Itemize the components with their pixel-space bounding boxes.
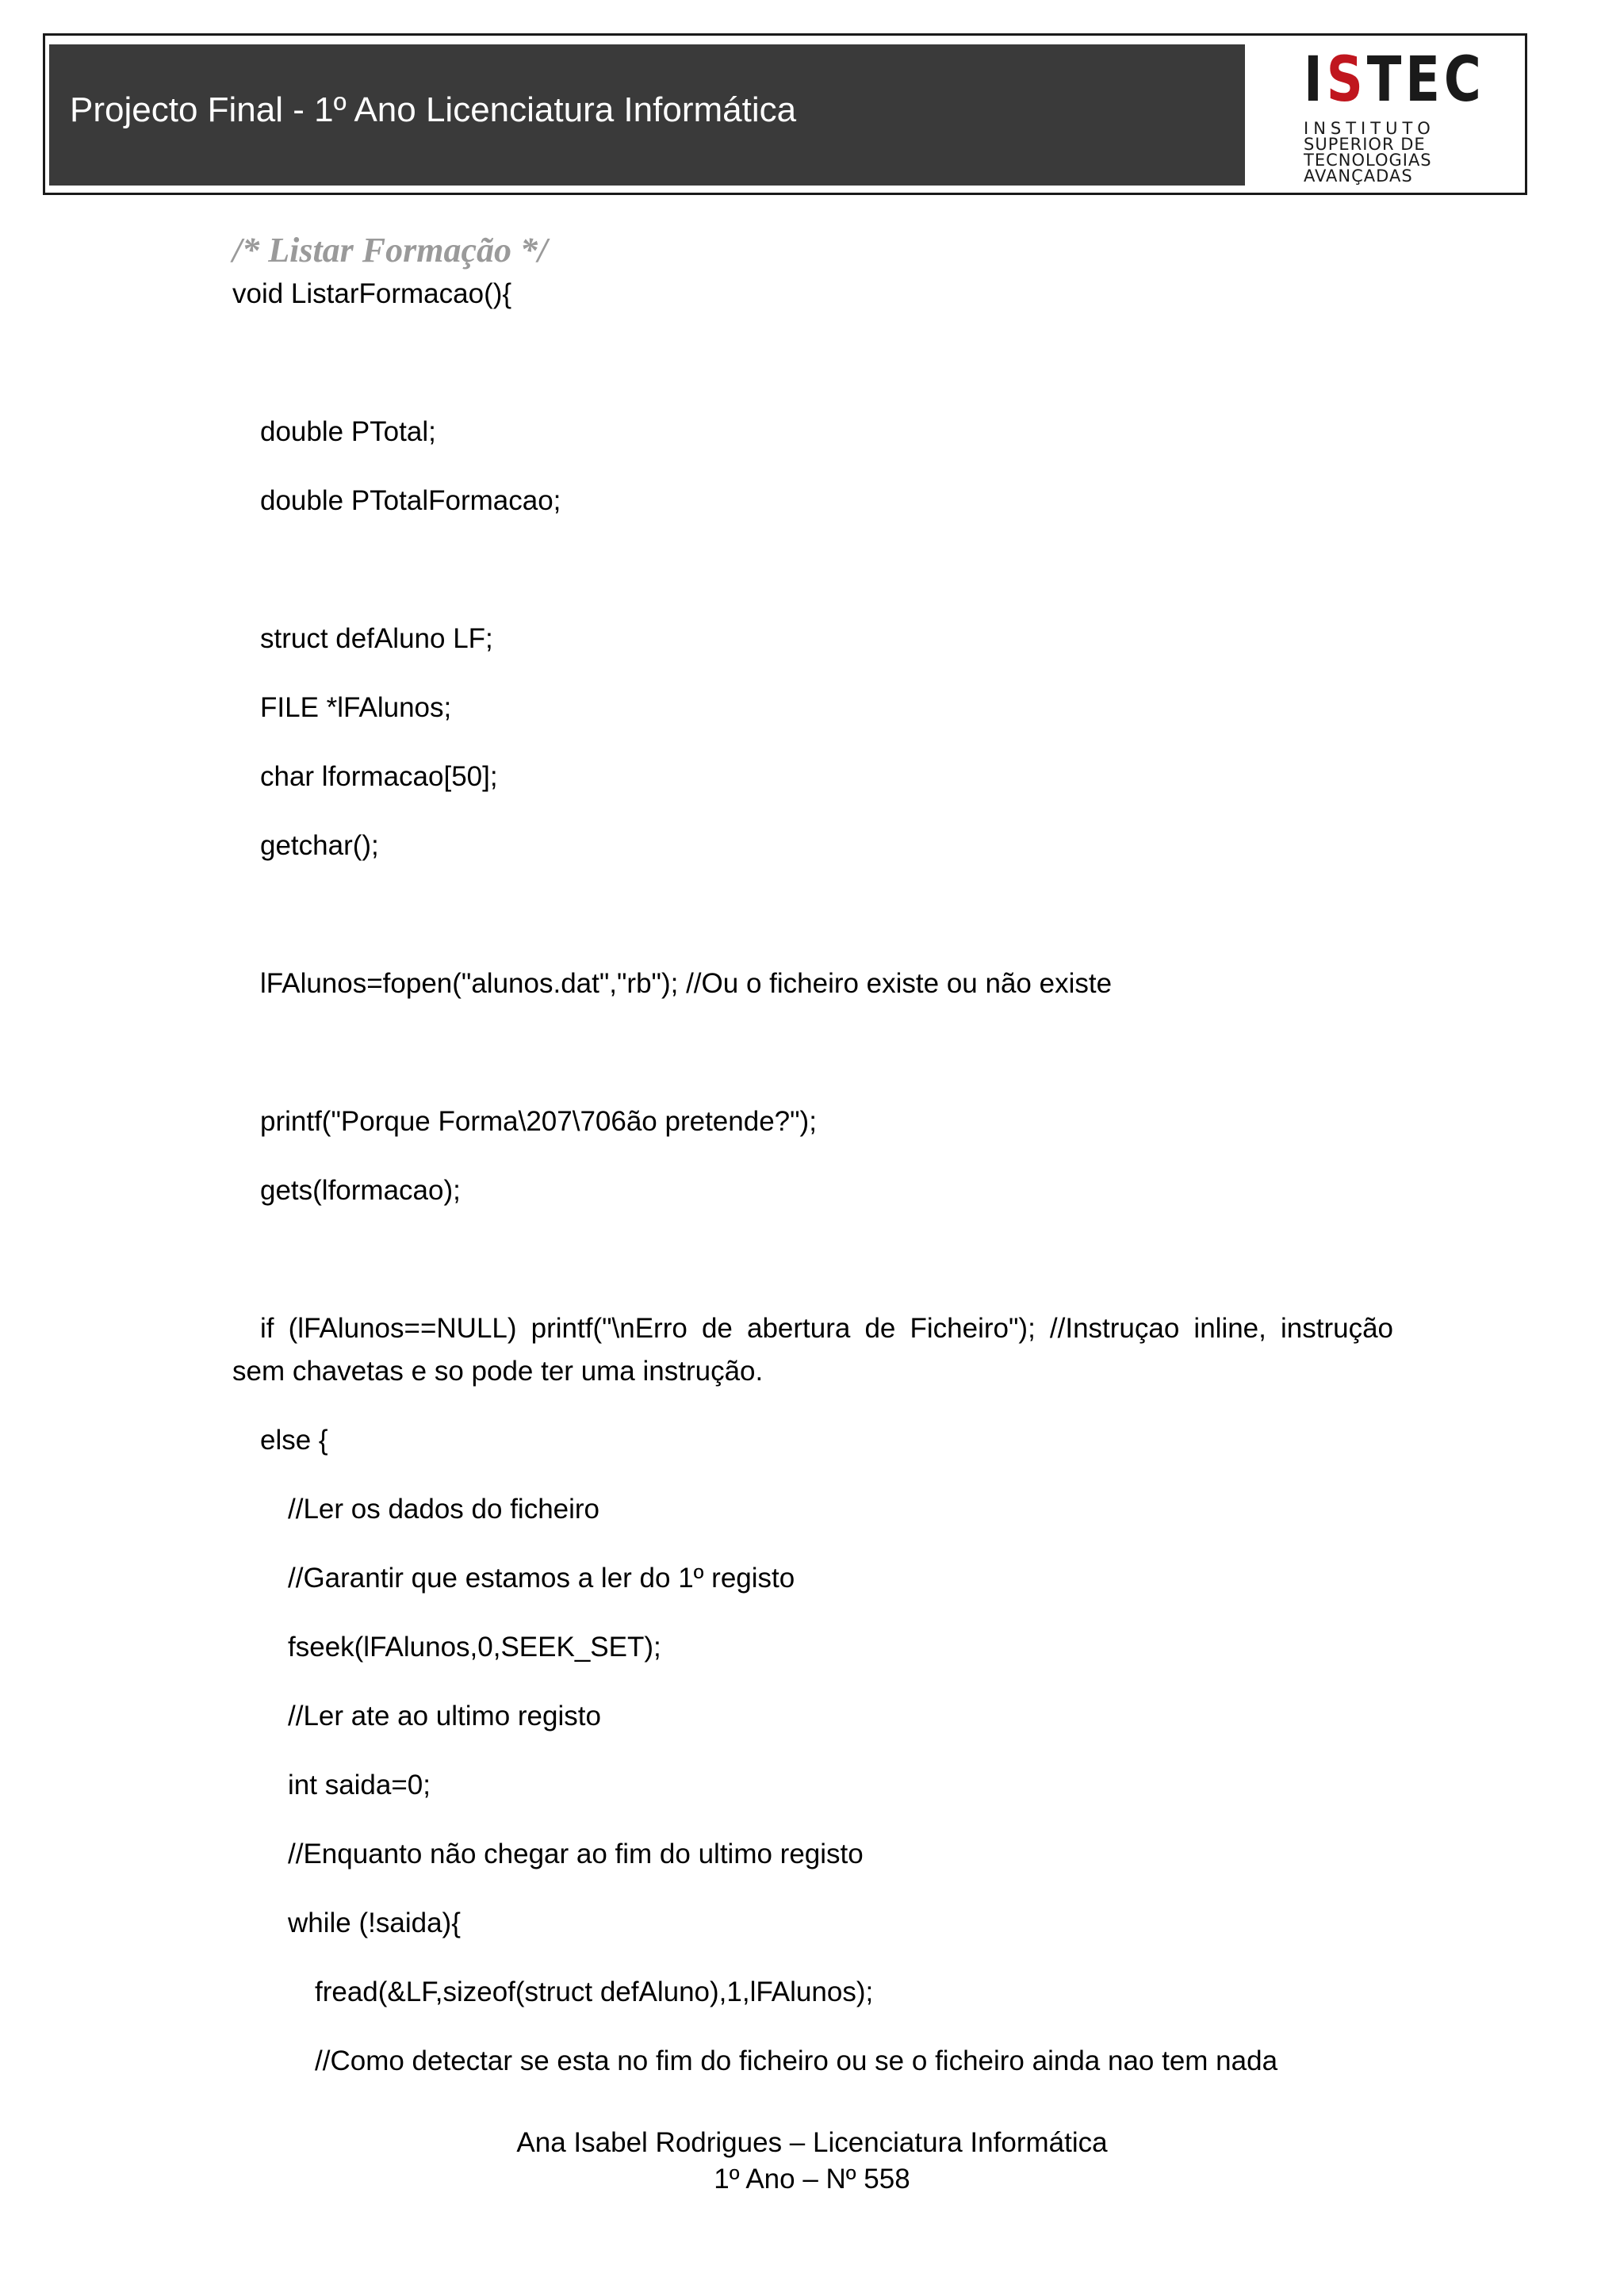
page-footer bbox=[0, 2125, 1624, 2198]
code-line: getchar(); bbox=[260, 830, 379, 861]
code-line: lFAlunos=fopen("alunos.dat","rb"); //Ou o ficheiro existe ou não existe bbox=[260, 968, 1113, 999]
logo-subtitle bbox=[1304, 121, 1491, 184]
code-line: while (!saida){ bbox=[288, 1908, 461, 1938]
code-line: int saida=0; bbox=[288, 1770, 431, 1800]
code-line: fread(&LF,sizeof(struct defAluno),1,lFAlunos); bbox=[315, 1976, 874, 2007]
spacer bbox=[232, 1807, 1393, 1833]
code-line: printf("Porque Forma\207\706ão pretende?"); bbox=[260, 1106, 817, 1137]
code-line: //Enquanto não chegar ao fim do ultimo registo bbox=[288, 1839, 864, 1869]
spacer bbox=[232, 660, 1393, 687]
code-line: //Ler os dados do ficheiro bbox=[288, 1494, 600, 1525]
logo-wordmark bbox=[1304, 44, 1485, 116]
spacer bbox=[232, 1945, 1393, 1971]
spacer bbox=[232, 867, 1393, 962]
code-line: double PTotal; bbox=[260, 416, 436, 447]
code-line: void ListarFormacao(){ bbox=[232, 278, 512, 309]
section-heading: /* Listar Formação */ bbox=[232, 231, 548, 270]
code-line: //Ler ate ao ultimo registo bbox=[288, 1701, 601, 1732]
spacer bbox=[232, 1876, 1393, 1902]
code-line: if (lFAlunos==NULL) printf("\nErro de abertura de Ficheiro"); //Instruçao inline, instrução sem chavetas e so pode ter uma instrução. bbox=[232, 1313, 1393, 1387]
logo-line-3: TECNOLOGIAS bbox=[1304, 151, 1432, 170]
spacer bbox=[232, 1005, 1393, 1100]
logo-line-1: INSTITUTO bbox=[1304, 119, 1435, 138]
code-line: //Garantir que estamos a ler do 1º registo bbox=[288, 1563, 795, 1594]
document-header-title: Projecto Final - 1º Ano Licenciatura Informática bbox=[70, 90, 797, 129]
spacer bbox=[232, 2014, 1393, 2040]
logo-line-2: SUPERIOR DE bbox=[1304, 135, 1426, 154]
logo-mark-tec: TEC bbox=[1366, 44, 1485, 116]
spacer bbox=[232, 1531, 1393, 1557]
code-line: fseek(lFAlunos,0,SEEK_SET); bbox=[288, 1632, 661, 1663]
spacer bbox=[232, 1143, 1393, 1169]
spacer bbox=[232, 1669, 1393, 1695]
spacer bbox=[232, 798, 1393, 825]
code-line: double PTotalFormacao; bbox=[260, 485, 561, 516]
spacer bbox=[232, 1212, 1393, 1307]
spacer bbox=[232, 522, 1393, 618]
logo-line-4: AVANÇADAS bbox=[1304, 166, 1413, 186]
code-line: struct defAluno LF; bbox=[260, 623, 493, 654]
footer-author: Ana Isabel Rodrigues – Licenciatura Informática bbox=[516, 2127, 1108, 2158]
logo-mark-i: I bbox=[1304, 44, 1327, 116]
code-line: gets(lformacao); bbox=[260, 1175, 461, 1206]
code-line: FILE *lFAlunos; bbox=[260, 692, 452, 723]
document-body bbox=[232, 228, 1393, 2083]
footer-year: 1º Ano – Nº 558 bbox=[714, 2164, 910, 2195]
code-line: //Como detectar se esta no fim do ficheiro ou se o ficheiro ainda nao tem nada bbox=[315, 2045, 1278, 2076]
spacer bbox=[232, 1738, 1393, 1764]
spacer bbox=[232, 1462, 1393, 1488]
istec-logo bbox=[1300, 44, 1491, 186]
logo-mark-s: S bbox=[1326, 44, 1367, 116]
spacer bbox=[232, 1393, 1393, 1419]
code-line: char lformacao[50]; bbox=[260, 761, 498, 792]
spacer bbox=[232, 453, 1393, 480]
spacer bbox=[232, 729, 1393, 756]
spacer bbox=[232, 316, 1393, 411]
spacer bbox=[232, 1600, 1393, 1626]
code-line: else { bbox=[260, 1425, 328, 1456]
